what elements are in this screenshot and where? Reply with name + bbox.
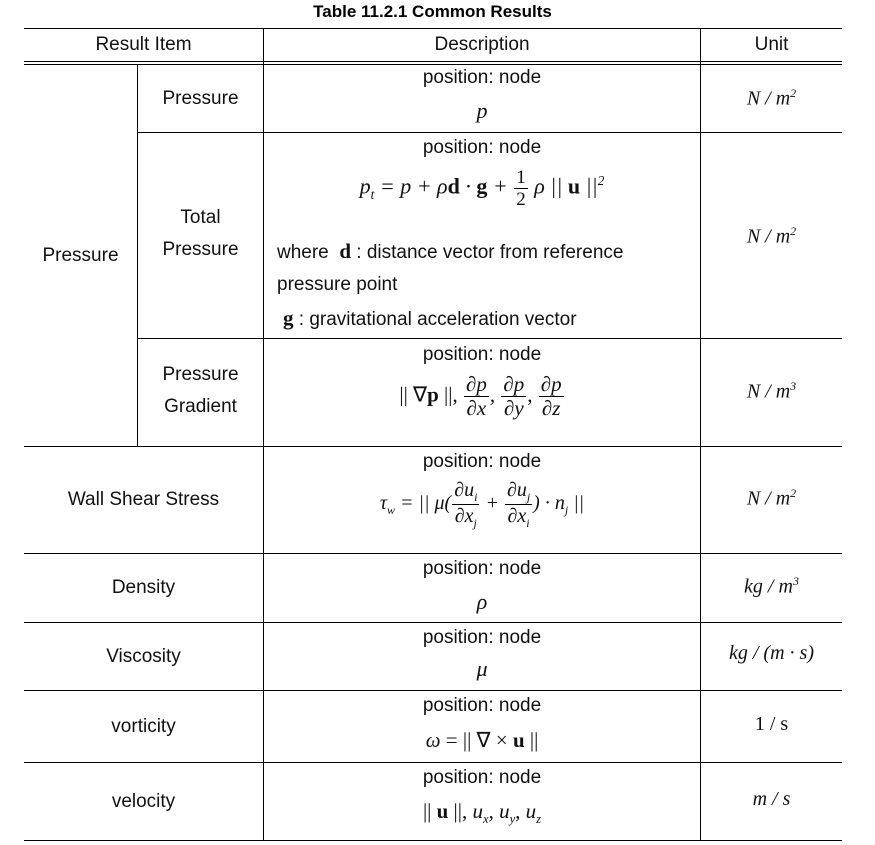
row-viscosity-name: Viscosity [106, 645, 181, 667]
row-pressure-gradient-position: position: node [422, 344, 542, 365]
row-velocity-position: position: node [422, 767, 542, 788]
row-total-pressure-position: position: node [422, 137, 542, 158]
row-total-pressure-g [283, 306, 577, 331]
row-viscosity-unit: kg / (m · s) [729, 642, 814, 664]
row-pressure-unit: N / $m^2$ [746, 86, 797, 110]
row-wall-shear-position: position: node [422, 451, 542, 472]
row-total-pressure-name-1: Total [180, 207, 221, 228]
row-density-name: Density [111, 577, 176, 598]
row-wall-shear-name: Wall Shear Stress [67, 489, 220, 510]
header-result-item: Result Item [95, 34, 192, 55]
row-total-pressure-name-2: Pressure [162, 239, 239, 260]
row-density-formula: ρ [476, 589, 488, 614]
row-vorticity-name: vorticity [111, 715, 176, 737]
row-pressure-gradient-unit: N / $m^3$ [746, 379, 797, 403]
row-velocity-unit: m / s [752, 788, 791, 810]
d-description: : distance vector from reference [356, 242, 624, 263]
row-vorticity-formula: ω = || ∇ × u || [425, 728, 539, 752]
rule-row-pressure [138, 132, 842, 133]
row-total-pressure-where [277, 239, 623, 264]
row-pressure-name: Pressure [162, 87, 239, 109]
where-word: where [277, 242, 329, 263]
row-pressure-gradient-name-1: Pressure [162, 364, 239, 385]
group-pressure-label: Pressure [42, 244, 119, 266]
rule-bottom [24, 840, 842, 841]
row-density-unit: kg / $m^3$ [744, 574, 799, 598]
header-unit: Unit [754, 34, 789, 55]
row-vorticity-position: position: node [422, 695, 542, 716]
header-description: Description [434, 34, 530, 55]
row-total-pressure-formula: $p_t = p + \rho d \cdot g$ + $\frac{1}{2}$ ρ || u $||^2$ [359, 167, 605, 210]
rule-row-total-pressure [138, 338, 842, 339]
row-pressure-gradient-name-2: Gradient [164, 396, 237, 417]
row-wall-shear-formula: $\tau_w$ = || μ( $\frac{\partial u_i}{\partial x_j}$ + $\frac{\partial u_j}{\partial x_i}$ ) · $n_j$ || [379, 479, 585, 530]
row-viscosity-position: position: node [422, 627, 542, 648]
row-velocity-formula: || u ||, $u_x$, $u_y$, $u_z$ [422, 799, 542, 827]
d-symbol: d [339, 239, 351, 263]
row-total-pressure-unit: N / $m^2$ [746, 224, 797, 248]
row-velocity-name: velocity [111, 790, 176, 812]
g-description: : gravitational acceleration vector [298, 309, 577, 330]
row-pressure-position: position: node [422, 67, 542, 88]
row-wall-shear-unit: N / $m^2$ [746, 486, 797, 510]
rule-header-bottom-1 [24, 61, 842, 62]
row-vorticity-unit: 1 / s [754, 713, 789, 735]
row-pressure-gradient-formula: || ∇p ||, $\frac{\partial p}{\partial x}$ , $\frac{\partial p}{\partial y}$ , $\frac{\partial p}{\partial z}$ [399, 372, 562, 420]
row-density-position: position: node [422, 558, 542, 579]
row-pressure-formula: p [476, 98, 488, 123]
row-viscosity-formula: μ [476, 656, 488, 681]
g-symbol: g [283, 306, 294, 330]
table-title: Table 11.2.1 Common Results [313, 2, 552, 21]
row-total-pressure-where-cont: pressure point [277, 274, 398, 295]
